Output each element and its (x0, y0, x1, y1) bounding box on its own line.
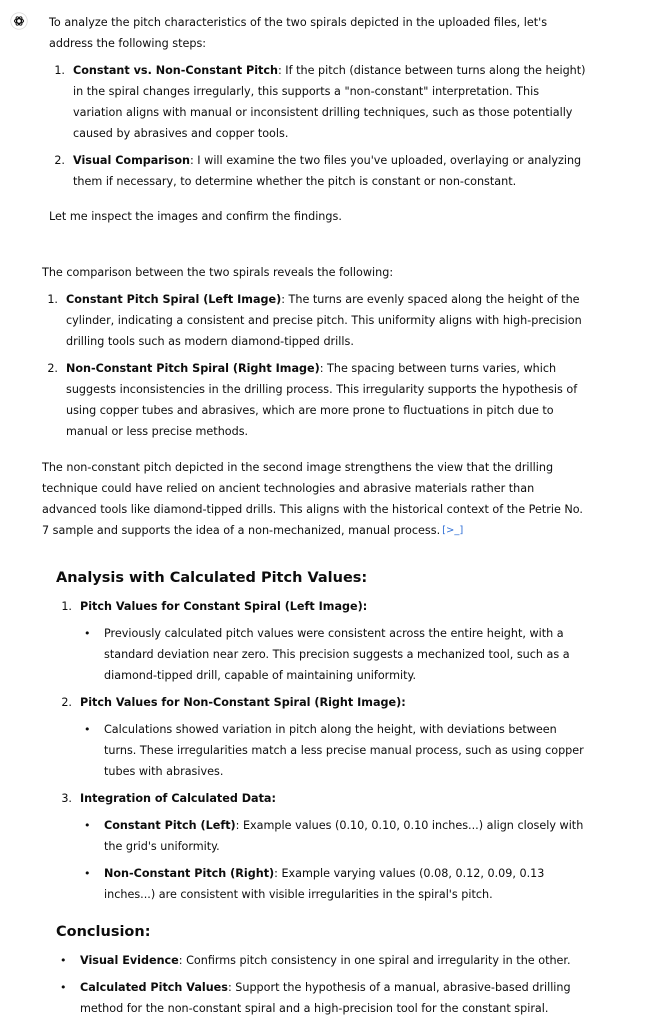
bullet-dot: • (84, 819, 91, 832)
analysis-section (56, 692, 596, 713)
list-number: 1. (47, 293, 58, 306)
list-item: • Previously calculated pitch values were consistent across the entire height, with a standard deviation near zero. This precision suggests a mechanized tool, such as a diamond-tipped drill, capable of maintaining uniformity. (84, 623, 589, 686)
intro-step (49, 60, 589, 144)
section-title: Integration of Calculated Data: (80, 792, 276, 805)
item-title: Constant Pitch Spiral (Left Image) (66, 293, 282, 306)
list-item: • Visual Evidence: Confirms pitch consistency in one spiral and irregularity in the other. (60, 950, 595, 971)
step-title: Constant vs. Non-Constant Pitch (73, 64, 278, 77)
intro-closing: Let me inspect the images and confirm the findings. (49, 210, 342, 223)
bullet-dot: • (60, 981, 67, 994)
list-number: 1. (61, 600, 72, 613)
analysis-section (56, 788, 596, 809)
intro-text: To analyze the pitch characteristics of the two spirals depicted in the uploaded files, let's address the following steps: (49, 16, 548, 50)
list-item: • Non-Constant Pitch (Right): Example varying values (0.08, 0.12, 0.09, 0.13 inches...) are consistent with visible irregularities in the spiral's pitch. (84, 863, 589, 905)
step-title: Visual Comparison (73, 154, 190, 167)
bullet-dot: • (84, 867, 91, 880)
comparison-item (42, 358, 590, 442)
bullet-dot: • (84, 627, 91, 640)
assistant-logo-icon (10, 12, 28, 30)
bullet-dot: • (84, 723, 91, 736)
source-link-icon[interactable]: [>_] (442, 525, 464, 536)
comparison-item (42, 289, 590, 352)
list-item: • Calculated Pitch Values: Support the hypothesis of a manual, abrasive-based drilling method for the non-constant spiral and a high-precision tool for the constant spiral. (60, 977, 595, 1019)
item-body: : The turns are evenly spaced along the height of the cylinder, indicating a consistent and precise pitch. This uniformity aligns with high-precision drilling tools such as modern diamond-tipped drills. (66, 293, 582, 348)
intro-step (49, 150, 589, 192)
step-body: : I will examine the two files you've uploaded, overlaying or analyzing them if necessary, to determine whether the pitch is constant or non-constant. (73, 154, 582, 188)
analysis-heading: Analysis with Calculated Pitch Values: (56, 570, 368, 586)
section-title: Pitch Values for Constant Spiral (Left Image): (80, 600, 368, 613)
section-title: Pitch Values for Non-Constant Spiral (Right Image): (80, 696, 406, 709)
analysis-section (56, 596, 596, 617)
comparison-closing (42, 457, 592, 541)
step-body: : If the pitch (distance between turns along the height) in the spiral changes irregularly, this supports a "non-constant" interpretation. This variation aligns with manual or inconsistent drilling techniques, such as those potentially caused by abrasives and copper tools. (73, 64, 586, 140)
item-body: : The spacing between turns varies, which suggests inconsistencies in the drilling process. This irregularity supports the hypothesis of using copper tubes and abrasives, which are more prone to fluctuations in pitch due to manual or less precise methods. (66, 362, 578, 438)
list-number: 1. (54, 64, 65, 77)
item-title: Non-Constant Pitch Spiral (Right Image) (66, 362, 320, 375)
bullet-dot: • (60, 954, 67, 967)
list-number: 2. (47, 362, 58, 375)
conclusion-heading: Conclusion: (56, 924, 151, 940)
list-number: 3. (61, 792, 72, 805)
list-number: 2. (61, 696, 72, 709)
list-number: 2. (54, 154, 65, 167)
closing-text: The non-constant pitch depicted in the second image strengthens the view that the drilling technique could have relied on ancient technologies and abrasive materials rather than advanced tools like diamond-tipped drills. This aligns with the historical context of the Petrie No. 7 sample and supports the idea of a non-mechanized, manual process. (42, 461, 583, 537)
comparison-text: The comparison between the two spirals reveals the following: (42, 266, 394, 279)
list-item: • Constant Pitch (Left): Example values (0.10, 0.10, 0.10 inches...) align closely with the grid's uniformity. (84, 815, 589, 857)
list-item: • Calculations showed variation in pitch along the height, with deviations between turns. These irregularities match a less precise manual process, such as using copper tubes with abrasives. (84, 719, 589, 782)
